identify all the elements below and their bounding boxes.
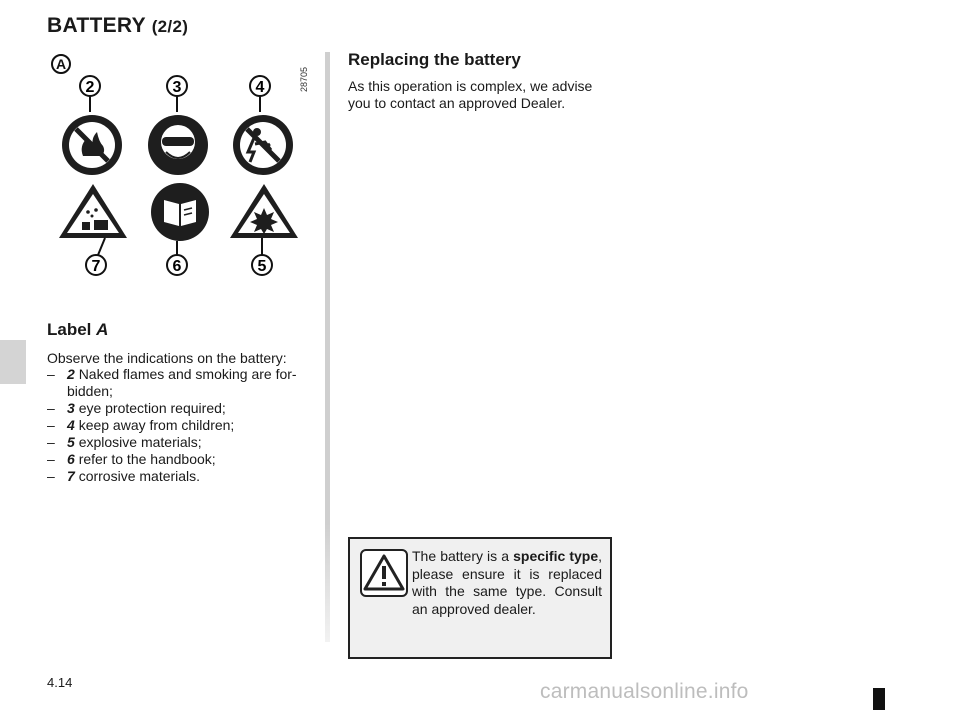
page-title: BATTERY (2/2) xyxy=(47,14,189,37)
label-heading-letter: A xyxy=(96,320,109,339)
list-item: – 4 keep away from children; xyxy=(47,417,235,433)
callout-2 xyxy=(80,76,100,96)
list-item: – 3 eye protection required; xyxy=(47,400,226,416)
label-a-letter: A xyxy=(55,56,67,72)
callout-6-number: 6 xyxy=(172,258,182,275)
chapter-tab xyxy=(0,340,26,384)
callout-3-number: 3 xyxy=(172,79,182,96)
keep-away-from-children-icon xyxy=(233,115,293,175)
list-item: – 7 corrosive materials. xyxy=(47,468,201,484)
callout-5 xyxy=(252,255,272,275)
label-intro: Observe the indications on the battery: xyxy=(47,350,287,366)
eye-protection-icon xyxy=(148,115,208,175)
battery-label-figure xyxy=(50,52,320,284)
callout-6 xyxy=(167,255,187,275)
label-a-marker xyxy=(52,55,70,73)
callout-7 xyxy=(86,255,106,275)
page-marker xyxy=(873,688,885,710)
note-bold-text: specific type xyxy=(513,548,599,564)
explosive-materials-icon xyxy=(230,184,298,238)
figure-reference: 28705 xyxy=(299,66,309,92)
list-item: – 2 Naked flames and smoking are for-bidden; xyxy=(47,366,297,399)
corrosive-materials-icon xyxy=(59,184,127,238)
section-text: As this operation is complex, we advise you to contact an approved Dealer. xyxy=(348,78,593,111)
refer-to-handbook-icon xyxy=(151,183,209,241)
watermark: carmanualsonline.info xyxy=(540,680,749,703)
list-item: – 6 refer to the handbook; xyxy=(47,451,216,467)
callout-4 xyxy=(250,76,270,96)
no-flames-no-smoking-icon xyxy=(62,115,122,175)
page-title-suffix: (2/2) xyxy=(151,17,189,36)
note-text: The battery is a specific type, please ensure it is replaced with the same type. Consult an approved dealer. xyxy=(412,548,602,617)
callout-3 xyxy=(167,76,187,96)
callout-5-number: 5 xyxy=(257,258,267,275)
battery-indications-list xyxy=(47,366,317,485)
page-number: 4.14 xyxy=(47,675,73,690)
callout-4-number: 4 xyxy=(255,79,265,96)
label-heading: Label A xyxy=(47,320,109,339)
section-heading: Replacing the battery xyxy=(348,50,521,69)
callout-7-number: 7 xyxy=(91,258,101,275)
callout-2-number: 2 xyxy=(85,79,95,96)
note-box xyxy=(348,537,612,659)
column-divider xyxy=(325,52,330,642)
list-item: – 5 explosive materials; xyxy=(47,434,202,450)
